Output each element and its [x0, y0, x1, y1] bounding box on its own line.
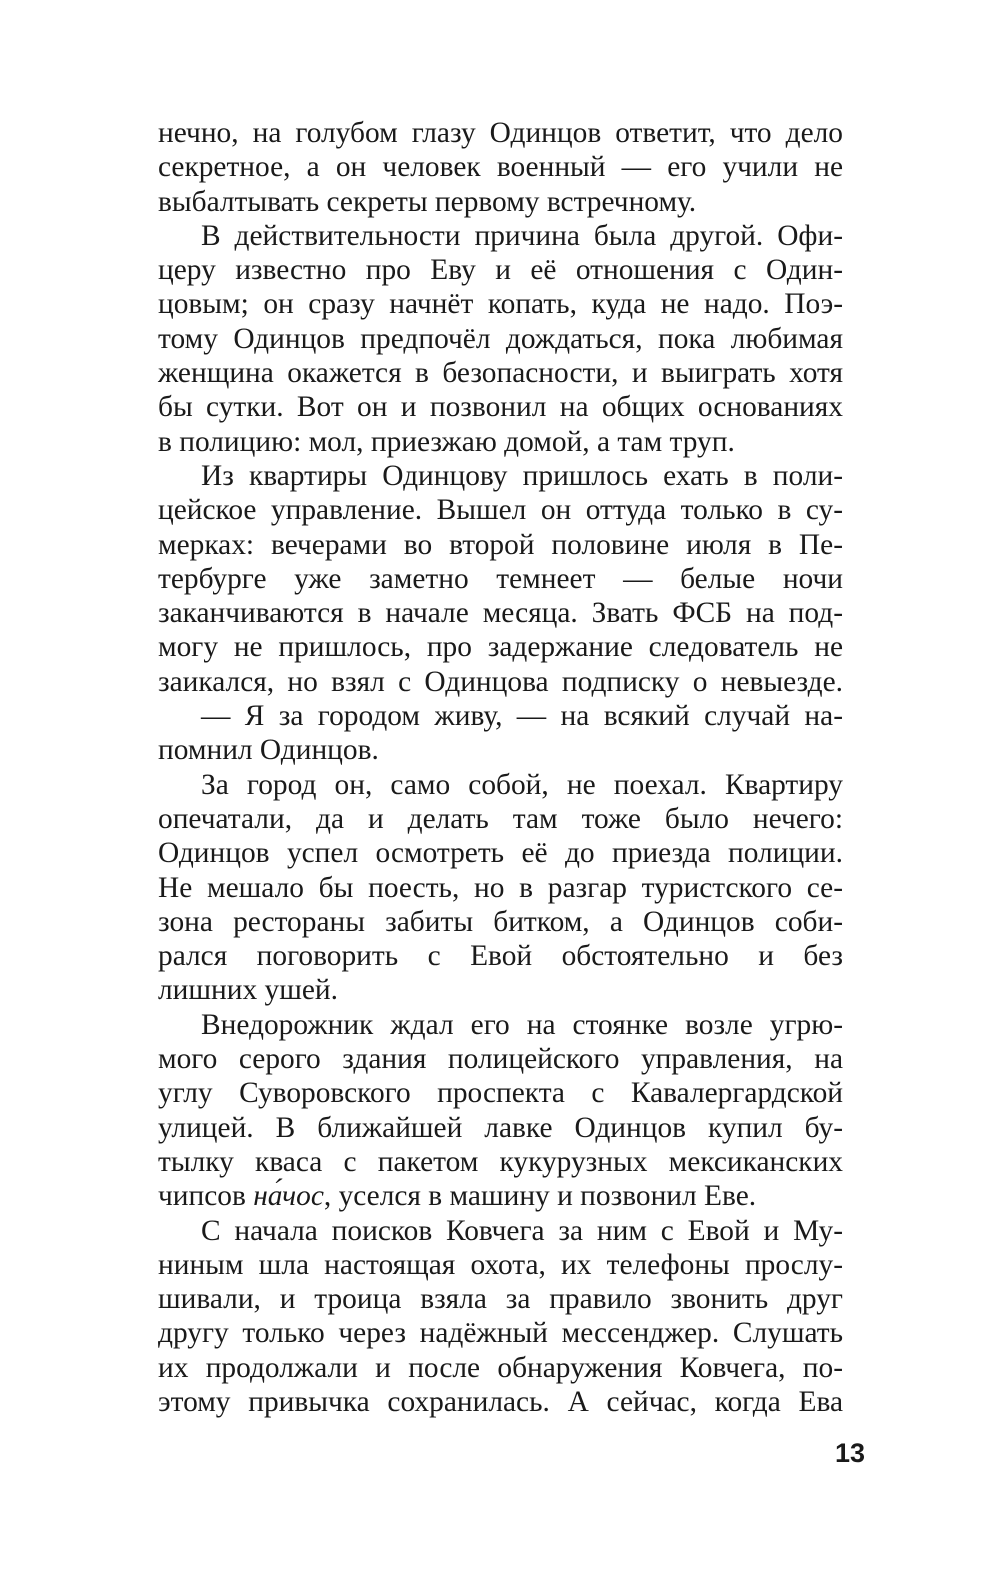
text-line: зона рестораны забиты битком, а Одинцов соби- — [158, 905, 843, 938]
text-line: опечатали, да и делать там тоже было нечего: — [158, 802, 843, 835]
text-line: выбалтывать секреты первому встречному. — [158, 185, 697, 218]
text-line: в полицию: мол, приезжаю домой, а там труп. — [158, 425, 735, 458]
italic-word: на́чос — [253, 1180, 324, 1213]
text-line: тербурге уже заметно темнеет — белые ночи — [158, 562, 843, 595]
text-line: Внедорожник ждал его на стоянке возле угрю- — [201, 1008, 843, 1041]
text-line: заканчиваются в начале месяца. Звать ФСБ на под- — [158, 597, 843, 630]
body-text — [158, 116, 843, 1419]
text-line: углу Суворовского проспекта с Кавалергардской — [158, 1077, 843, 1110]
text-line: лишних ушей. — [158, 974, 338, 1007]
text-line: шивали, и троица взяла за правило звонить друг — [158, 1283, 843, 1316]
text-line: За город он, само собой, не поехал. Квартиру — [201, 768, 843, 801]
text-line: С начала поисков Ковчега за ним с Евой и Му- — [201, 1214, 843, 1247]
text-line: ниным шла настоящая охота, их телефоны прослу- — [158, 1248, 843, 1281]
text-line: другу только через надёжный мессенджер. Слушать — [158, 1317, 843, 1350]
text-line: мерках: вечерами во второй половине июля в Пе- — [158, 528, 843, 561]
text-line: Не мешало бы поесть, но в разгар туристского се- — [158, 871, 843, 904]
text-line: бы сутки. Вот он и позвонил на общих основаниях — [158, 391, 843, 424]
text-line: церу известно про Еву и её отношения с Один- — [158, 254, 843, 287]
text-line: мого серого здания полицейского управления, на — [158, 1043, 843, 1076]
text-line: цейское управление. Вышел он оттуда только в су- — [158, 494, 843, 527]
text-line: их продолжали и после обнаружения Ковчега, по- — [158, 1351, 843, 1384]
text-line: заикался, но взял с Одинцова подписку о невыезде. — [158, 665, 843, 698]
text-line: этому привычка сохранилась. А сейчас, когда Ева — [158, 1385, 843, 1418]
text-line: секретное, а он человек военный — его учили не — [158, 151, 843, 184]
text-line: улицей. В ближайшей лавке Одинцов купил бу- — [158, 1111, 843, 1144]
text-line: тому Одинцов предпочёл дождаться, пока любимая — [158, 322, 843, 355]
text-line: цовым; он сразу начнёт копать, куда не надо. Поэ- — [158, 288, 843, 321]
text-line: помнил Одинцов. — [158, 734, 379, 767]
text-line: Одинцов успел осмотреть её до приезда полиции. — [158, 837, 843, 870]
text-line: тылку кваса с пакетом кукурузных мексиканских — [158, 1145, 843, 1178]
text-line: В действительности причина была другой. Офи- — [201, 219, 843, 252]
text-line: рался поговорить с Евой обстоятельно и без — [158, 940, 843, 973]
text-line: могу не пришлось, про задержание следователь не — [158, 631, 843, 664]
text-line: нечно, на голубом глазу Одинцов ответит, что дело — [158, 117, 843, 149]
text-line: — Я за городом живу, — на всякий случай на- — [201, 700, 843, 733]
text-line: Из квартиры Одинцову пришлось ехать в поли- — [201, 459, 843, 492]
page-number: 13 — [834, 1438, 865, 1468]
text-fragment: чипсов — [158, 1180, 254, 1213]
text-line — [158, 1179, 843, 1213]
text-line: женщина окажется в безопасности, и выиграть хотя — [158, 357, 843, 390]
text-fragment: , уселся в машину и позвонил Еве. — [323, 1180, 757, 1213]
